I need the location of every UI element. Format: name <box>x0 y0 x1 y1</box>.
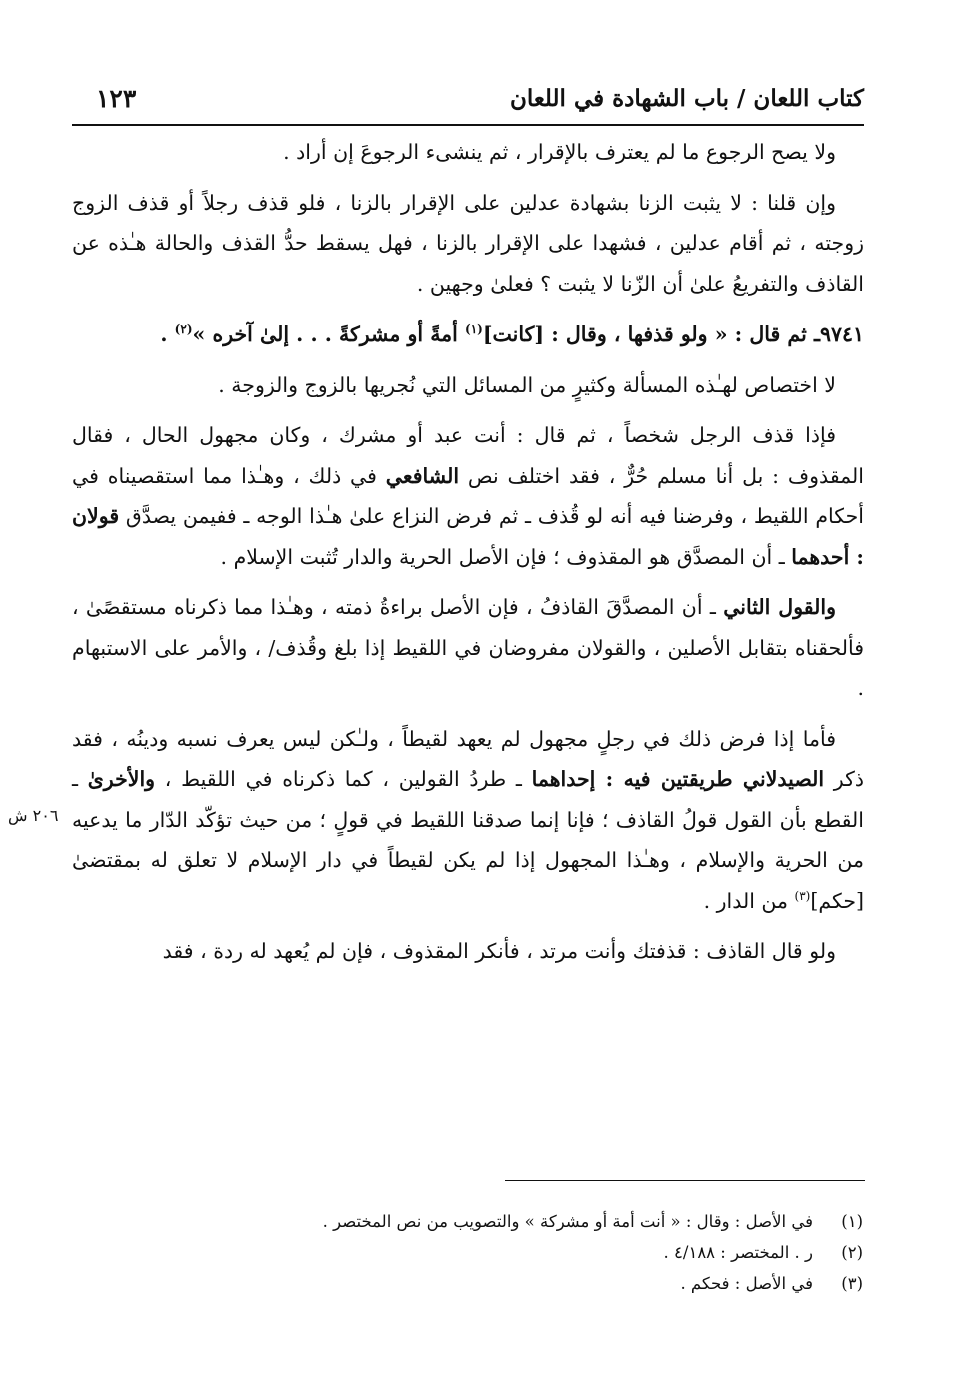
bold-name: الصيدلاني طريقتين فيه : إحداهما <box>531 767 825 791</box>
paragraph-1 <box>72 132 864 173</box>
bold-term: والقول الثاني <box>723 595 837 619</box>
footnote-ref-1: (١) <box>465 322 483 337</box>
quote-tail: . <box>160 322 175 346</box>
footnote-number: (٣) <box>841 1274 863 1293</box>
paragraph-text: ـ أن المصدَّقَ القاذفُ ، فإن الأصل براءةُ ذمته ، وهـٰذا مما ذكرناه مستقصًىٰ ، فألحقناه بتقابل الأصلين ، والقولان مفروضان في اللقيط إذا بلغ وقُذف/ ، والأمر على الاستبهام . <box>72 595 864 700</box>
footnote <box>83 1237 863 1268</box>
footnote-number: (٢) <box>841 1243 863 1262</box>
quote-mid: أمةً أو مشركةً . . . إلىٰ آخره » <box>192 322 465 346</box>
page-header <box>72 78 864 126</box>
footnote-ref-3: (٣) <box>794 888 811 903</box>
paragraph-text: ـ طردُ القولين ، كما ذكرناه في اللقيط ، <box>155 767 532 791</box>
paragraph-text: من الدار . <box>703 888 795 913</box>
paragraph-text: ولا يصح الرجوع ما لم يعترف بالإقرار ، ثم ينشىء الرجوعَ إن أراد . <box>283 140 836 164</box>
paragraph-text: في ذلك ، وهـٰذا مما استقصيناه في أحكام اللقيط ، وفرضنا فيه أنه لو قُذف ـ ثم فرض النزاع علىٰ هـٰذا الوجه ـ ففيمن يصدَّق <box>72 463 864 528</box>
paragraph-text: وإن قلنا : لا يثبت الزنا بشهادة عدلين على الإقرار بالزنا ، فلو قذف رجلاً أو قذف الزوج زوجته ، ثم أقام عدلين ، فشهدا على الإقرار بالزنا ، فهل يسقط حدُّ القذف والحالة هـٰذه عن القاذف والتفريعُ علىٰ أن الزّنا لا يثبت ؟ فعلىٰ وجهين . <box>72 190 864 296</box>
paragraph-text: لا اختصاص لهـٰذه المسألة وكثيرٍ من المسائل التي نُجريها بالزوج والزوجة . <box>218 372 836 397</box>
page-content <box>72 78 864 982</box>
footnote-separator <box>505 1180 865 1181</box>
footnote <box>83 1268 863 1299</box>
paragraph-6 <box>72 587 864 709</box>
footnote <box>83 1206 863 1237</box>
bold-term: قولان : أحدهما <box>72 504 864 569</box>
footnote-number: (١) <box>841 1212 863 1231</box>
paragraph-7 <box>72 719 864 922</box>
page-number: ١٢٣ <box>96 83 137 113</box>
numbered-quote-paragraph <box>72 314 864 355</box>
paragraph-text: ـ القطع بأن القول قولُ القاذف ؛ فإنا إنما صدقنا اللقيط في قولٍ ؛ من حيث تؤكّد الدّار ما يدعيه من الحرية والإسلام ، وهـٰذا المجهول إذا لم يكن لقيطاً في دار الإسلام لا تعلق له بمقتضىٰ [حكم] <box>72 767 864 913</box>
paragraph-4 <box>72 365 864 406</box>
footnote-ref-2: (٢) <box>174 322 193 337</box>
quote-lead: ثم قال : « ولو قذفها ، وقال : [كانت] <box>482 322 807 346</box>
footnote-text: في الأصل : وقال : « أنت أمة أو مشركة » والتصويب من نص المختصر . <box>322 1212 813 1231</box>
paragraph-text: فإذا قذف الرجل شخصاً ، ثم قال : أنت عبد أو مشرك ، وكان مجهول الحال ، فقال المقذوف : بل أنا مسلم حُرٌّ ، فقد اختلف نص <box>72 423 864 488</box>
running-title: كتاب اللعان / باب الشهادة في اللعان <box>509 84 864 112</box>
margin-manuscript-note: ٢٠٦ ش <box>8 806 59 825</box>
bold-name: الشافعي <box>385 463 460 488</box>
paragraph-5 <box>72 415 864 577</box>
paragraph-text: ـ أن المصدَّق هو المقذوف ؛ فإن الأصل الحرية والدار تُثبت الإسلام . <box>220 544 792 569</box>
footnotes <box>83 1206 863 1299</box>
issue-number: ٩٧٤١ـ <box>813 322 864 346</box>
bold-term: والأخرىٰ <box>87 767 156 791</box>
paragraph-8 <box>72 931 864 972</box>
footnote-text: ر . المختصر : ٤/١٨٨ . <box>663 1243 813 1262</box>
paragraph-text: فأما إذا فرض ذلك في رجلٍ مجهول لم يعهد لقيطاً ، ولـٰكن ليس يعرف نسبه ودينُه ، فقد ذكر <box>72 726 864 791</box>
paragraph-text: ولو قال القاذف : قذفتك وأنت مرتد ، فأنكر المقذوف ، فإن لم يُعهد له ردة ، فقد <box>162 939 836 963</box>
footnote-text: في الأصل : فحكم . <box>680 1274 813 1293</box>
paragraph-2 <box>72 183 864 305</box>
